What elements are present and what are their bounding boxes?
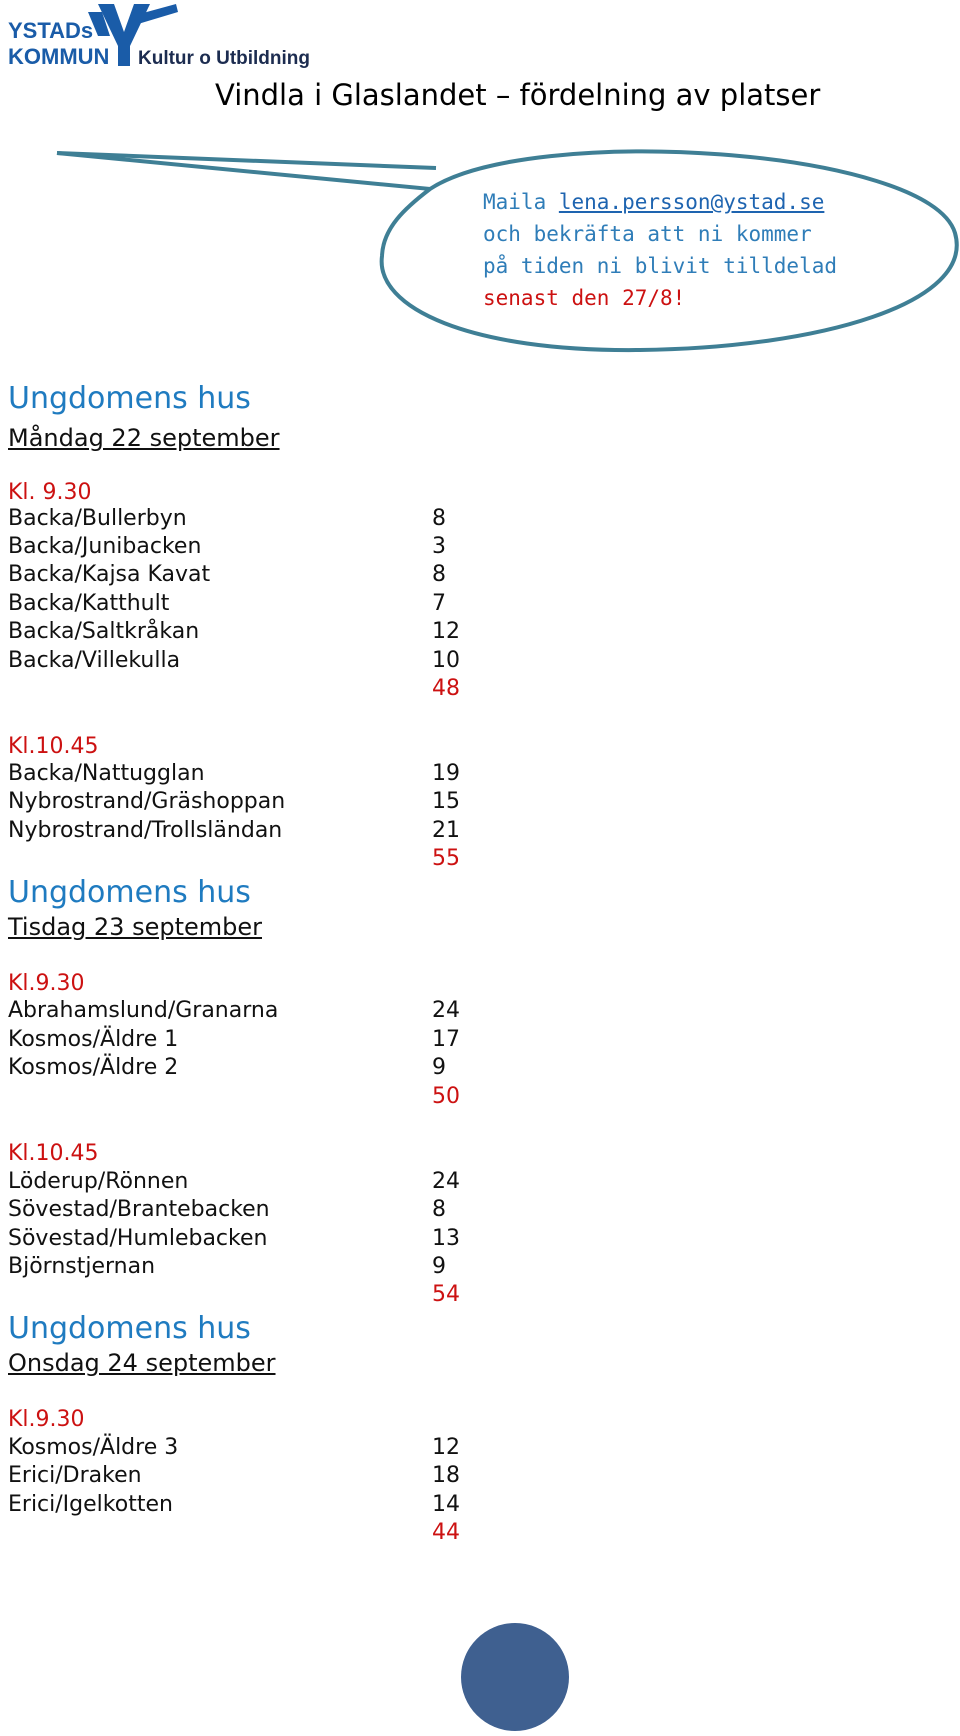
group-count: 12 — [432, 619, 460, 644]
group-name: Nybrostrand/Trollsländan — [8, 818, 283, 843]
group-name: Kosmos/Äldre 1 — [8, 1027, 179, 1052]
group-count: 24 — [432, 1169, 460, 1194]
group-count: 8 — [432, 1197, 446, 1222]
group-name: Backa/Kajsa Kavat — [8, 562, 211, 587]
group-row — [8, 648, 468, 676]
group-row — [8, 1055, 468, 1083]
session-time: Kl.9.30 — [8, 971, 85, 996]
group-row — [8, 789, 468, 817]
group-row — [8, 1435, 468, 1463]
group-count: 8 — [432, 506, 446, 531]
group-count: 19 — [432, 761, 460, 786]
session-total: 48 — [432, 676, 460, 701]
group-count: 14 — [432, 1492, 460, 1517]
group-row — [8, 506, 468, 534]
day-heading: Onsdag 24 september — [8, 1349, 276, 1377]
group-row — [8, 619, 468, 647]
group-name: Erici/Draken — [8, 1463, 142, 1488]
session-time: Kl.10.45 — [8, 1141, 99, 1166]
group-count: 9 — [432, 1254, 446, 1279]
group-count: 3 — [432, 534, 446, 559]
group-name: Björnstjernan — [8, 1254, 156, 1279]
group-name: Backa/Junibacken — [8, 534, 202, 559]
group-count: 21 — [432, 818, 460, 843]
group-name: Abrahamslund/Granarna — [8, 998, 279, 1023]
group-count: 7 — [432, 591, 446, 616]
group-row — [8, 1492, 468, 1520]
callout-line-2: och bekräfta att ni kommer — [483, 222, 812, 246]
group-row — [8, 1027, 468, 1055]
group-name: Sövestad/Humlebacken — [8, 1226, 268, 1251]
session-time: Kl.10.45 — [8, 734, 99, 759]
group-row — [8, 1463, 468, 1491]
group-row — [8, 534, 468, 562]
footer-circle-decoration — [461, 1623, 569, 1731]
group-row — [8, 998, 468, 1026]
page-title: Vindla i Glaslandet – fördelning av platser — [215, 78, 821, 112]
group-name: Löderup/Rönnen — [8, 1169, 189, 1194]
callout-line-1 — [483, 186, 837, 218]
group-count: 17 — [432, 1027, 460, 1052]
group-name: Backa/Nattugglan — [8, 761, 205, 786]
session-total: 44 — [432, 1520, 460, 1545]
group-name: Backa/Villekulla — [8, 648, 181, 673]
group-row — [8, 1197, 468, 1225]
venue-heading: Ungdomens hus — [8, 1311, 251, 1346]
group-name: Kosmos/Äldre 3 — [8, 1435, 179, 1460]
group-count: 18 — [432, 1463, 460, 1488]
group-count: 12 — [432, 1435, 460, 1460]
day-heading: Måndag 22 september — [8, 424, 280, 452]
session-time: Kl.9.30 — [8, 1407, 85, 1432]
group-name: Nybrostrand/Gräshoppan — [8, 789, 286, 814]
group-name: Backa/Katthult — [8, 591, 170, 616]
session-total: 55 — [432, 846, 460, 871]
group-row — [8, 1169, 468, 1197]
group-row — [8, 562, 468, 590]
department-text: Kultur o Utbildning — [138, 48, 311, 69]
callout-line-3: på tiden ni blivit tilldelad — [483, 254, 838, 278]
group-count: 24 — [432, 998, 460, 1023]
ystads-kommun-logo — [6, 2, 326, 72]
day-heading: Tisdag 23 september — [8, 913, 262, 941]
session-total: 54 — [432, 1282, 460, 1307]
group-count: 8 — [432, 562, 446, 587]
group-name: Backa/Bullerbyn — [8, 506, 187, 531]
group-row — [8, 761, 468, 789]
group-row — [8, 1254, 468, 1282]
logo-kommun-text: KOMMUN — [8, 44, 110, 69]
email-link[interactable]: lena.persson@ystad.se — [558, 190, 825, 214]
session-total: 50 — [432, 1084, 460, 1109]
group-row — [8, 1226, 468, 1254]
callout-deadline: senast den 27/8! — [483, 286, 686, 310]
group-count: 13 — [432, 1226, 460, 1251]
callout-prefix: Maila — [483, 190, 559, 214]
group-count: 9 — [432, 1055, 446, 1080]
logo-ystads-text: YSTADs — [8, 18, 94, 43]
group-row — [8, 591, 468, 619]
group-row — [8, 818, 468, 846]
group-count: 15 — [432, 789, 460, 814]
venue-heading: Ungdomens hus — [8, 875, 251, 910]
group-count: 10 — [432, 648, 460, 673]
group-name: Backa/Saltkråkan — [8, 619, 200, 644]
session-time: Kl. 9.30 — [8, 480, 92, 505]
group-name: Kosmos/Äldre 2 — [8, 1055, 179, 1080]
callout-text — [483, 186, 837, 314]
group-name: Erici/Igelkotten — [8, 1492, 173, 1517]
group-name: Sövestad/Brantebacken — [8, 1197, 270, 1222]
venue-heading: Ungdomens hus — [8, 381, 251, 416]
